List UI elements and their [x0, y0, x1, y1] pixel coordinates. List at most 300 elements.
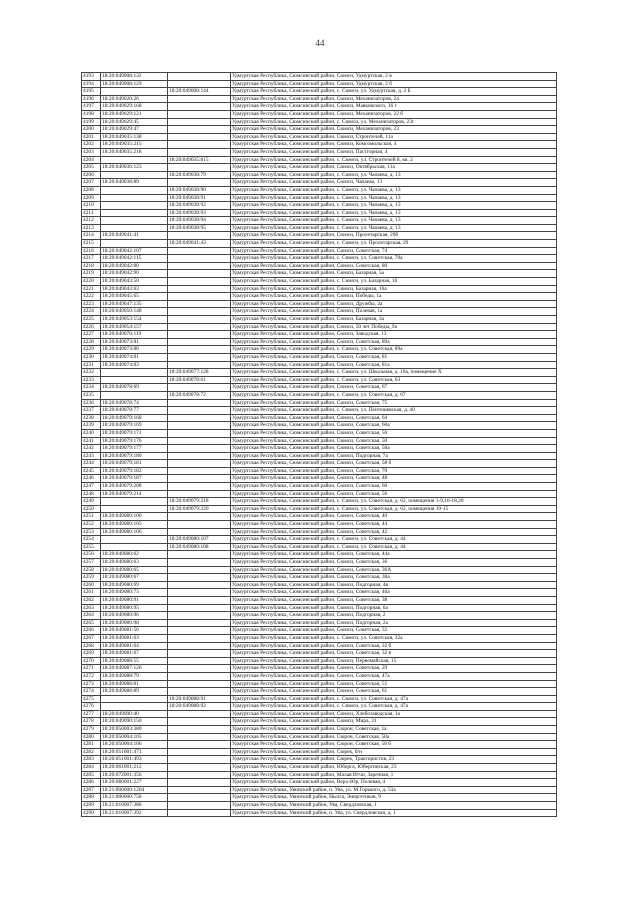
- row-number: 4243: [82, 452, 101, 460]
- row-number: 4275: [82, 695, 101, 703]
- row-number: 4233: [82, 376, 101, 384]
- address: Удмуртская Республика, Сюмсинский район, с. Сюмси, ул. Чапаева, д. 13: [231, 217, 557, 225]
- table-row: [82, 110, 557, 118]
- cadastral-number-premises: [168, 103, 231, 111]
- cadastral-number-land: 18:20:049079:187: [101, 475, 168, 483]
- table-row: [82, 718, 557, 726]
- table-row: [82, 316, 557, 324]
- cadastral-number-premises: 18:20:049038:95: [168, 224, 231, 232]
- cadastral-number-premises: [168, 612, 231, 620]
- table-row: [82, 703, 557, 711]
- row-number: 4223: [82, 300, 101, 308]
- cadastral-number-premises: [168, 748, 231, 756]
- cadastral-number-land: 18:20:049079:214: [101, 490, 168, 498]
- address: Удмуртская Республика, Сюмсинский район, Сюмси, Удмуртская, 2 б: [231, 80, 557, 88]
- cadastral-number-premises: 18:20:049038:91: [168, 194, 231, 202]
- address: Удмуртская Республика, Сюмсинский район, с. Сюмси, ул. Чапаева, д. 13: [231, 194, 557, 202]
- cadastral-number-premises: [168, 255, 231, 263]
- table-row: [82, 794, 557, 802]
- row-number: 4197: [82, 103, 101, 111]
- address: Удмуртская Республика, Сюмсинский район, Сюмси, Советская, 75: [231, 399, 557, 407]
- table-row: [82, 194, 557, 202]
- cadastral-number-premises: [168, 521, 231, 529]
- cadastral-number-premises: 18:20:049080:108: [168, 543, 231, 551]
- row-number: 4193: [82, 73, 101, 81]
- address: Удмуртская Республика, Сюмсинский район, Сюмси, Мира, 31: [231, 718, 557, 726]
- table-row: [82, 505, 557, 513]
- address: Удмуртская Республика, Сюмсинский район, Сюмси, Маяковского, 16 г: [231, 103, 557, 111]
- row-number: 4202: [82, 141, 101, 149]
- address: Удмуртская Республика, Сюмсинский район, Сюмси, Пролетарская, 29б: [231, 232, 557, 240]
- address: Удмуртская Республика, Сюмсинский район, Сюмси, Пастгорная, 4: [231, 148, 557, 156]
- row-number: 4215: [82, 240, 101, 248]
- address: Удмуртская Республика, Сюмсинский район, с. Сюмси, ул. Советская, д. 62, помещения 1-9,16-18,20: [231, 498, 557, 506]
- cadastral-number-premises: 18:20:049038:94: [168, 217, 231, 225]
- cadastral-number-land: 18:20:049029:45: [101, 118, 168, 126]
- cadastral-number-premises: [168, 619, 231, 627]
- cadastral-number-land: 18:20:050004:106: [101, 741, 168, 749]
- address: Удмуртская Республика, Сюмсинский район, Сюмси, Комсомольская, 4: [231, 141, 557, 149]
- cadastral-number-premises: [168, 308, 231, 316]
- cadastral-number-land: 18:20:049029:121: [101, 110, 168, 118]
- cadastral-number-land: 18:20:049070:119: [101, 331, 168, 339]
- cadastral-number-land: 18:20:049042:80: [101, 262, 168, 270]
- address: Удмуртская Республика, Сюмсинский район, Сюмси, Механизаторов, 23: [231, 126, 557, 134]
- cadastral-number-land: [101, 156, 168, 164]
- cadastral-number-premises: [168, 581, 231, 589]
- cadastral-number-premises: [168, 802, 231, 810]
- address: Удмуртская Республика, Сюмсинский район, Верх-Юр, Полевая, 4: [231, 779, 557, 787]
- cadastral-number-premises: [168, 589, 231, 597]
- row-number: 4287: [82, 786, 101, 794]
- cadastral-number-premises: [168, 110, 231, 118]
- cadastral-number-premises: [168, 361, 231, 369]
- cadastral-number-premises: 18:20:049077:128: [168, 369, 231, 377]
- table-row: [82, 634, 557, 642]
- cadastral-number-premises: [168, 475, 231, 483]
- row-number: 4195: [82, 88, 101, 96]
- cadastral-number-land: 18:20:049020:26: [101, 95, 168, 103]
- table-row: [82, 764, 557, 772]
- address: Удмуртская Республика, Сюмсинский район, Сюмси, Советская, 51: [231, 680, 557, 688]
- cadastral-number-land: 18:20:049008:132: [101, 73, 168, 81]
- cadastral-number-premises: [168, 133, 231, 141]
- address: Удмуртская Республика, Сюмсинский район, Сюмси, Советская, 70: [231, 467, 557, 475]
- row-number: 4244: [82, 460, 101, 468]
- table-row: [82, 543, 557, 551]
- row-number: 4263: [82, 604, 101, 612]
- table-row: [82, 391, 557, 399]
- table-row: [82, 710, 557, 718]
- cadastral-number-land: 18:20:051001:471: [101, 748, 168, 756]
- table-row: [82, 437, 557, 445]
- cadastral-number-premises: [168, 316, 231, 324]
- cadastral-number-premises: [168, 634, 231, 642]
- cadastral-number-premises: [168, 642, 231, 650]
- table-row: [82, 179, 557, 187]
- table-row: [82, 353, 557, 361]
- address: Удмуртская Республика, Сюмсинский район, Сюмси, Советская, 56: [231, 490, 557, 498]
- cadastral-number-premises: 18:20:049079:218: [168, 498, 231, 506]
- address: Удмуртская Республика, Сюмсинский район, Сюмси, Советская, 48: [231, 475, 557, 483]
- cadastral-number-premises: [168, 300, 231, 308]
- cadastral-number-premises: [168, 126, 231, 134]
- address: Удмуртская Республика, Сюмсинский район, Сюмси, Советская, 44а: [231, 551, 557, 559]
- table-row: [82, 536, 557, 544]
- cadastral-number-land: 18:20:049042:115: [101, 255, 168, 263]
- cadastral-number-land: 18:20:049090:150: [101, 718, 168, 726]
- address: Удмуртская Республика, Сюмсинский район, Сюмси, Советская, 29: [231, 665, 557, 673]
- row-number: 4254: [82, 536, 101, 544]
- table-row: [82, 224, 557, 232]
- row-number: 4245: [82, 467, 101, 475]
- row-number: 4219: [82, 270, 101, 278]
- address: Удмуртская Республика, Сюмсинский район, Сюмси, Советская, 44: [231, 521, 557, 529]
- cadastral-number-land: 18:20:049080:96: [101, 612, 168, 620]
- cadastral-number-premises: [168, 596, 231, 604]
- address: Удмуртская Республика, Сюмсинский район, Сюмси, Заводская, 13: [231, 331, 557, 339]
- table-row: [82, 619, 557, 627]
- cadastral-number-land: [101, 202, 168, 210]
- row-number: 4241: [82, 437, 101, 445]
- row-number: 4264: [82, 612, 101, 620]
- cadastral-number-land: [101, 88, 168, 96]
- cadastral-number-land: 18:20:049054:157: [101, 323, 168, 331]
- cadastral-number-premises: 18:20:049088:92: [168, 703, 231, 711]
- cadastral-number-land: 18:20:049073:86: [101, 346, 168, 354]
- cadastral-number-land: 18:21:000000:1204: [101, 786, 168, 794]
- cadastral-number-land: 18:20:049042:107: [101, 247, 168, 255]
- table-row: [82, 460, 557, 468]
- address: Удмуртская Республика, Сюмсинский район, Сюмси, Советская, 58а: [231, 445, 557, 453]
- address: Удмуртская Республика, Сюмсинский район, Малая Итчи, Заречная, 1: [231, 771, 557, 779]
- address: Удмуртская Республика, Сюмсинский район, Сюмси, Советская, 60: [231, 483, 557, 491]
- cadastral-number-land: 18:20:049079:171: [101, 429, 168, 437]
- address: Удмуртская Республика, Сюмсинский район, Сюмси, Советская, 80: [231, 262, 557, 270]
- table-row: [82, 300, 557, 308]
- address: Удмуртская Республика, Сюмсинский район, Сюмси, Подгорная, 7а: [231, 452, 557, 460]
- cadastral-number-premises: 18:20:049038:92: [168, 202, 231, 210]
- row-number: 4246: [82, 475, 101, 483]
- address: Удмуртская Республика, Сюмсинский район, Сюмси, Советская, 64: [231, 414, 557, 422]
- cadastral-number-land: 18:20:049079:208: [101, 483, 168, 491]
- address: Удмуртская Республика, Сюмсинский район, Сюмси, Советская, 38: [231, 596, 557, 604]
- cadastral-number-land: 18:20:049074:83: [101, 361, 168, 369]
- table-row: [82, 566, 557, 574]
- table-row: [82, 802, 557, 810]
- table-row: [82, 384, 557, 392]
- row-number: 4284: [82, 764, 101, 772]
- table-row: [82, 80, 557, 88]
- row-number: 4200: [82, 126, 101, 134]
- cadastral-number-premises: [168, 148, 231, 156]
- address: Удмуртская Республика, Сюмсинский район, с. Сюмси, ул. Базарная, 1б: [231, 278, 557, 286]
- cadastral-number-premises: [168, 452, 231, 460]
- address: Удмуртская Республика, Сюмсинский район, с. Сюмси, ул. Советская, д. 62, помещения 10-15: [231, 505, 557, 513]
- cadastral-number-premises: [168, 665, 231, 673]
- address: Удмуртская Республика, Сюмсинский район, с. Сюмси, ул. Советская, д. 44: [231, 536, 557, 544]
- row-number: 4210: [82, 202, 101, 210]
- table-row: [82, 551, 557, 559]
- cadastral-number-land: [101, 369, 168, 377]
- row-number: 4204: [82, 156, 101, 164]
- cadastral-number-premises: [168, 627, 231, 635]
- row-number: 4268: [82, 642, 101, 650]
- address: Удмуртская Республика, Сюмсинский район, Сюрон, Советская, 58а: [231, 733, 557, 741]
- row-number: 4225: [82, 316, 101, 324]
- row-number: 4257: [82, 559, 101, 567]
- table-row: [82, 452, 557, 460]
- cadastral-number-premises: [168, 141, 231, 149]
- cadastral-number-land: 18:20:049088:89: [101, 688, 168, 696]
- cadastral-number-land: 18:20:050003:380: [101, 726, 168, 734]
- row-number: 4217: [82, 255, 101, 263]
- table-row: [82, 293, 557, 301]
- cadastral-number-premises: [168, 262, 231, 270]
- cadastral-number-land: 18:20:049073:81: [101, 338, 168, 346]
- cadastral-number-premises: [168, 733, 231, 741]
- table-row: [82, 118, 557, 126]
- cadastral-number-premises: [168, 771, 231, 779]
- row-number: 4271: [82, 665, 101, 673]
- table-row: [82, 741, 557, 749]
- cadastral-number-land: 18:20:049090:40: [101, 710, 168, 718]
- row-number: 4261: [82, 589, 101, 597]
- cadastral-number-land: 18:20:049035:218: [101, 148, 168, 156]
- cadastral-number-land: 18:20:049078:77: [101, 407, 168, 415]
- cadastral-number-land: [101, 194, 168, 202]
- table-row: [82, 445, 557, 453]
- cadastral-number-premises: 18:20:049038:93: [168, 209, 231, 217]
- table-row: [82, 672, 557, 680]
- address: Удмуртская Республика, Сюмсинский район, Сюмси, Советская, 36: [231, 559, 557, 567]
- cadastral-number-land: 18:21:010007:386: [101, 802, 168, 810]
- cadastral-number-premises: 18:20:049041:43: [168, 240, 231, 248]
- row-number: 4224: [82, 308, 101, 316]
- table-row: [82, 202, 557, 210]
- row-number: 4260: [82, 581, 101, 589]
- table-row: [82, 688, 557, 696]
- cadastral-number-land: 18:20:080001:227: [101, 779, 168, 787]
- table-row: [82, 278, 557, 286]
- table-row: [82, 346, 557, 354]
- row-number: 4222: [82, 293, 101, 301]
- address: Удмуртская Республика, Сюмсинский район, Сюмси, Советская, 42: [231, 528, 557, 536]
- row-number: 4258: [82, 566, 101, 574]
- property-table: [81, 72, 557, 817]
- cadastral-number-land: 18:20:049008:129: [101, 80, 168, 88]
- address: Удмуртская Республика, Сюмсинский район, с. Сюмси, ул. Пролетарская, 29: [231, 240, 557, 248]
- table-row: [82, 255, 557, 263]
- page-number: 44: [315, 38, 325, 48]
- row-number: 4269: [82, 650, 101, 658]
- table-row: [82, 407, 557, 415]
- address: Удмуртская Республика, Сюмсинский район, Сюмси, Базарная, 3а: [231, 316, 557, 324]
- row-number: 4198: [82, 110, 101, 118]
- cadastral-number-premises: [168, 604, 231, 612]
- address: Удмуртская Республика, Сюмсинский район, с. Сюмси, ул. Чапаева, д. 13: [231, 209, 557, 217]
- cadastral-number-land: 18:20:049088:79: [101, 672, 168, 680]
- cadastral-number-premises: [168, 726, 231, 734]
- cadastral-number-land: 18:20:049079:182: [101, 467, 168, 475]
- row-number: 4270: [82, 657, 101, 665]
- row-number: 4274: [82, 688, 101, 696]
- row-number: 4221: [82, 285, 101, 293]
- row-number: 4240: [82, 429, 101, 437]
- cadastral-number-premises: [168, 657, 231, 665]
- cadastral-number-land: 18:20:049080:63: [101, 559, 168, 567]
- address: Удмуртская Республика, Сюмсинский район, Сюмси, Победы, 1а: [231, 293, 557, 301]
- row-number: 4234: [82, 384, 101, 392]
- table-row: [82, 612, 557, 620]
- cadastral-number-land: 18:20:049081:56: [101, 627, 168, 635]
- row-number: 4208: [82, 186, 101, 194]
- table-row: [82, 657, 557, 665]
- cadastral-number-land: 18:20:049081:64: [101, 642, 168, 650]
- row-number: 4273: [82, 680, 101, 688]
- cadastral-number-premises: [168, 688, 231, 696]
- address: Удмуртская Республика, Сюмсинский район, Сюмси, Базарная, 5а: [231, 270, 557, 278]
- row-number: 4290: [82, 809, 101, 817]
- table-row: [82, 369, 557, 377]
- address: Удмуртская Республика, Сюмсинский район, с. Сюмси, ул. Советская, 70а: [231, 255, 557, 263]
- address: Удмуртская Республика, Сюмсинский район, Сюмси, Октябрьская, 11а: [231, 164, 557, 172]
- address: Удмуртская Республика, Сюмсинский район, Сюмси, Удмуртская, 2 в: [231, 73, 557, 81]
- table-row: [82, 262, 557, 270]
- cadastral-number-premises: [168, 414, 231, 422]
- cadastral-number-land: 18:20:049081:67: [101, 650, 168, 658]
- row-number: 4281: [82, 741, 101, 749]
- table-row: [82, 73, 557, 81]
- row-number: 4253: [82, 528, 101, 536]
- row-number: 4256: [82, 551, 101, 559]
- address: Удмуртская Республика, Увинский район, п. Ува, ул. Свердловская, д. 1: [231, 809, 557, 817]
- table-row: [82, 521, 557, 529]
- cadastral-number-premises: [168, 422, 231, 430]
- table-row: [82, 88, 557, 96]
- cadastral-number-premises: [168, 346, 231, 354]
- table-row: [82, 650, 557, 658]
- cadastral-number-land: [101, 209, 168, 217]
- cadastral-number-premises: [168, 551, 231, 559]
- address: Удмуртская Республика, Сюмсинский район, Сюмси, Первомайская, 15: [231, 657, 557, 665]
- table-row: [82, 498, 557, 506]
- address: Удмуртская Республика, Сюмсинский район, Сюмси, Механизаторов, 24: [231, 95, 557, 103]
- cadastral-number-premises: [168, 786, 231, 794]
- cadastral-number-land: 18:20:049029:168: [101, 103, 168, 111]
- row-number: 4235: [82, 391, 101, 399]
- cadastral-number-land: 18:20:049043:63: [101, 285, 168, 293]
- table-row: [82, 695, 557, 703]
- table-row: [82, 331, 557, 339]
- address: Удмуртская Республика, Сюмсинский район, Сюмси, Советская, 50: [231, 437, 557, 445]
- address: Удмуртская Республика, Сюмсинский район, Сюмси, Советская, 67: [231, 384, 557, 392]
- row-number: 4207: [82, 179, 101, 187]
- table-row: [82, 308, 557, 316]
- cadastral-number-premises: [168, 764, 231, 772]
- table-row: [82, 665, 557, 673]
- cadastral-number-premises: [168, 407, 231, 415]
- address: Удмуртская Республика, Сюмсинский район, с. Сюмси, ул. Школьная, д. 10а, помещение Х: [231, 369, 557, 377]
- cadastral-number-premises: [168, 490, 231, 498]
- row-number: 4242: [82, 445, 101, 453]
- table-row: [82, 247, 557, 255]
- cadastral-number-land: 18:20:072001:356: [101, 771, 168, 779]
- row-number: 4231: [82, 361, 101, 369]
- address: Удмуртская Республика, Сюмсинский район, Сюмси, Советская, 47а: [231, 672, 557, 680]
- cadastral-number-land: [101, 703, 168, 711]
- cadastral-number-premises: [168, 794, 231, 802]
- cadastral-number-premises: [168, 756, 231, 764]
- address: Удмуртская Республика, Сюмсинский район, Сюмси, Советская, 32 в: [231, 650, 557, 658]
- cadastral-number-premises: [168, 460, 231, 468]
- row-number: 4249: [82, 498, 101, 506]
- cadastral-number-premises: [168, 285, 231, 293]
- address: Удмуртская Республика, Сюмсинский район, Сюмси, Советская, 40: [231, 513, 557, 521]
- cadastral-number-land: 18:20:050004:105: [101, 733, 168, 741]
- row-number: 4286: [82, 779, 101, 787]
- cadastral-number-land: 18:20:049088:55: [101, 657, 168, 665]
- address: Удмуртская Республика, Сюмсинский район, с. Сюмси, ул. Чапаева, д. 13: [231, 202, 557, 210]
- address: Удмуртская Республика, Сюмсинский район, Сюмси, Советская, 74: [231, 247, 557, 255]
- row-number: 4196: [82, 95, 101, 103]
- cadastral-number-premises: [168, 331, 231, 339]
- address: Удмуртская Республика, Сюмсинский район, с. Сюмси, ул. Пентешевская, д. 40: [231, 407, 557, 415]
- row-number: 4252: [82, 521, 101, 529]
- cadastral-number-land: [101, 543, 168, 551]
- row-number: 4212: [82, 217, 101, 225]
- cadastral-number-premises: 18:20:049078:61: [168, 376, 231, 384]
- row-number: 4228: [82, 338, 101, 346]
- table-row: [82, 422, 557, 430]
- table-row: [82, 186, 557, 194]
- address: Удмуртская Республика, Сюмсинский район, с. Сюмси, ул. Советская, д. 67: [231, 391, 557, 399]
- address: Удмуртская Республика, Сюмсинский район, Сюмси, Подгорная, 6а: [231, 604, 557, 612]
- table-row: [82, 627, 557, 635]
- row-number: 4247: [82, 483, 101, 491]
- table-row: [82, 589, 557, 597]
- cadastral-number-premises: [168, 73, 231, 81]
- address: Удмуртская Республика, Сюмсинский район, Сюмси, Советская, 46а: [231, 589, 557, 597]
- cadastral-number-premises: 18:20:049088:91: [168, 695, 231, 703]
- table-row: [82, 126, 557, 134]
- address: Удмуртская Республика, Сюмсинский район, Сюмси, Советская, 38а: [231, 574, 557, 582]
- cadastral-number-premises: [168, 718, 231, 726]
- cadastral-number-premises: [168, 566, 231, 574]
- row-number: 4265: [82, 619, 101, 627]
- address: Удмуртская Республика, Сюмсинский район, с. Сюмси, ул. Советская, д. 47а: [231, 703, 557, 711]
- table-row: [82, 232, 557, 240]
- row-number: 4206: [82, 171, 101, 179]
- row-number: 4289: [82, 802, 101, 810]
- cadastral-number-premises: [168, 528, 231, 536]
- cadastral-number-land: 18:20:049078:74: [101, 399, 168, 407]
- row-number: 4237: [82, 407, 101, 415]
- address: Удмуртская Республика, Сюмсинский район, Сюмси, Советская, 61: [231, 688, 557, 696]
- cadastral-number-premises: 18:20:049080:107: [168, 536, 231, 544]
- row-number: 4232: [82, 369, 101, 377]
- cadastral-number-premises: [168, 559, 231, 567]
- table-row: [82, 338, 557, 346]
- row-number: 4277: [82, 710, 101, 718]
- address: Удмуртская Республика, Сюмсинский район, Сюмси, Советская, 36А: [231, 566, 557, 574]
- table-row: [82, 581, 557, 589]
- cadastral-number-land: 18:20:049035:138: [101, 133, 168, 141]
- table-row: [82, 103, 557, 111]
- row-number: 4216: [82, 247, 101, 255]
- cadastral-number-land: 18:20:049074:81: [101, 353, 168, 361]
- table-row: [82, 164, 557, 172]
